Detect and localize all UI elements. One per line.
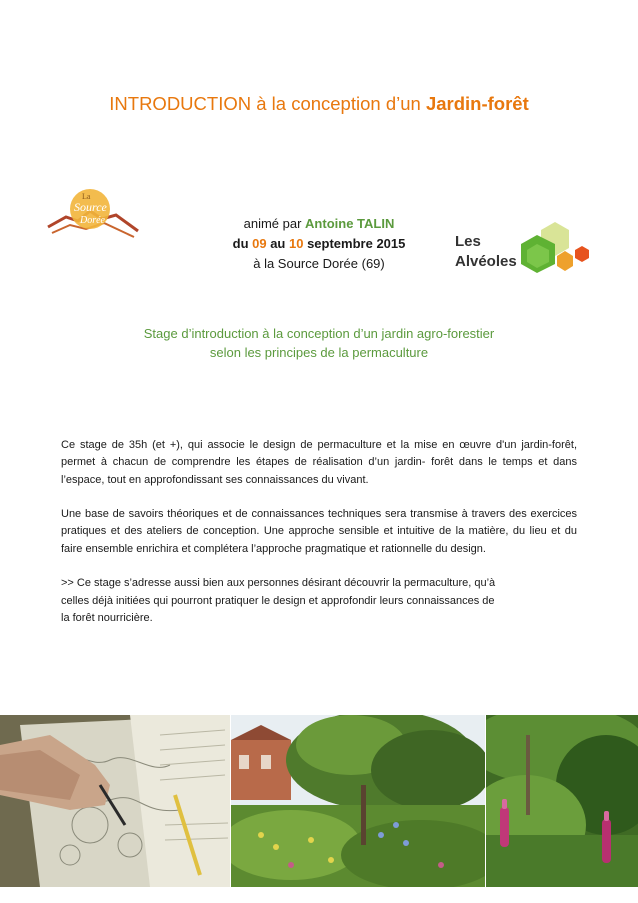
paragraph-3: >> Ce stage s’adresse aussi bien aux personnes désirant découvrir la permaculture, qu’à celles déjà initiées qui pourront pratiquer le design et approfondir leurs connaissances de la forêt nourricière. [61,577,496,624]
title-intro: INTRODUCTION à la conception d’un [109,93,426,114]
logo-alveoles-line2: Alvéoles [455,253,517,270]
photo-forest-garden [231,715,485,887]
date-line: du 09 au 10 septembre 2015 [232,236,406,251]
paragraph-2: Une base de savoirs théoriques et de connaissances techniques sera transmise à travers des exercices pratiques et des ateliers de conception. Une approche sensible et intuitive de la matière, du lieu et du faire ensemble enrichira et complétera l’approche pragmatique et rationnelle du design. [61,508,577,555]
subtitle-line-2: selon les principes de la permaculture [209,345,429,360]
logo-source-line2: Source [74,200,107,214]
photo-lupins [486,715,638,887]
alveoles-logo [455,220,615,282]
logo-source-line3: Dorée [80,215,105,226]
paragraph-1: Ce stage de 35h (et +), qui associe le design de permaculture et la mise en œuvre d'un jardin-forêt, permet à chacun de comprendre les étapes de réalisation d’un jardin- forêt dans le temps et dans l’espace, tout en approfondissant ses connaissances du vivant. [61,439,577,486]
title-highlight: Jardin-forêt [425,93,529,114]
date-start: 09 [252,236,267,251]
page-title [0,93,638,115]
organizer-name: Antoine TALIN [305,216,395,231]
date-end: 10 [289,236,304,251]
location-line: à la Source Dorée (69) [253,256,385,271]
description [61,437,577,645]
photo-design-drawing [0,715,230,887]
organizer-line: animé par Antoine TALIN [243,216,395,231]
logo-source-line1: La [82,192,91,201]
logo-alveoles-line1: Les [455,233,481,250]
subtitle-line-1: Stage d’introduction à la conception d’un jardin agro-forestier [143,326,495,341]
subtitle [0,324,638,362]
